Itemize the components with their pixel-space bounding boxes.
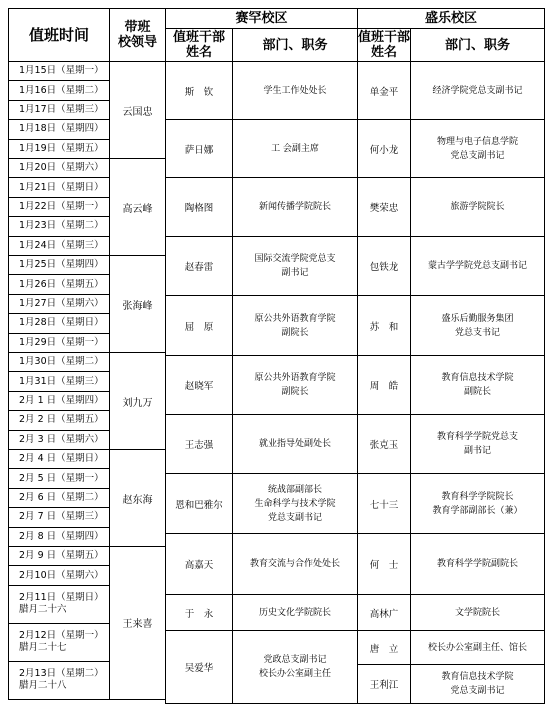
- saihan-cadre-name: 屈 原: [165, 295, 233, 356]
- dept-line: 蒙古学学院党总支副书记: [427, 261, 527, 271]
- date-row: [8, 449, 110, 469]
- saihan-cadre-name: 赵春雷: [165, 236, 233, 296]
- date-text: 腊月二十七: [19, 642, 67, 654]
- saihan-cadre-dept: [232, 119, 358, 178]
- date-text: 2月 6 日（星期二）: [19, 491, 104, 503]
- dept-line: 党总支副书记: [267, 512, 322, 523]
- date-text: 1月30日（星期二）: [19, 356, 104, 368]
- saihan-cadre-dept: [232, 594, 358, 631]
- date-row: [8, 274, 110, 294]
- header-cadre-name-line: 姓名: [370, 45, 397, 60]
- leader-cell: 赵东海: [109, 449, 166, 547]
- dept-line: 生命科学与技术学院: [254, 498, 336, 509]
- dept-line: 学生工作处处长: [263, 85, 327, 96]
- shengle-cadre-name: 七十三: [357, 473, 411, 534]
- dept-line: 原公共外语教育学院: [254, 373, 336, 383]
- dept-line: 教育信息技术学院: [441, 672, 514, 682]
- shengle-cadre-name: 王利江: [357, 664, 411, 704]
- date-text: 1月31日（星期三）: [19, 375, 104, 387]
- date-text: 1月28日（星期日）: [19, 317, 104, 329]
- shengle-cadre-name: 张克玉: [357, 414, 411, 474]
- dept-line: 副院长: [463, 387, 491, 397]
- leader-cell: 高云峰: [109, 158, 166, 256]
- shengle-cadre-name: 苏 和: [357, 295, 411, 356]
- date-row: [8, 527, 110, 547]
- date-row: [8, 80, 110, 100]
- shengle-cadre-dept: [410, 119, 545, 178]
- header-duty-time: 值班时间: [8, 8, 110, 62]
- date-text: 1月26日（星期五）: [19, 278, 104, 290]
- date-row: [8, 430, 110, 450]
- leader-cell: 王来喜: [109, 546, 166, 700]
- date-text: 腊月二十六: [19, 604, 67, 616]
- leader-cell: 张海峰: [109, 255, 166, 353]
- date-text: 2月12日（星期一）: [19, 630, 104, 642]
- date-row: [8, 177, 110, 197]
- dept-line: 教育交流与合作处处长: [249, 559, 340, 569]
- date-text: 2月 4 日（星期日）: [19, 453, 104, 465]
- dept-line: 副书记: [463, 446, 491, 456]
- saihan-cadre-name: 萨日娜: [165, 119, 233, 178]
- shengle-cadre-dept: [410, 295, 545, 356]
- header-leader-line: 校领导: [117, 35, 157, 50]
- dept-line: 文学院院长: [454, 607, 500, 618]
- shengle-cadre-name: 何 士: [357, 533, 411, 595]
- date-text: 2月13日（星期二）: [19, 668, 104, 680]
- date-text: 2月 8 日（星期四）: [19, 530, 104, 542]
- date-row: [8, 623, 110, 662]
- shengle-cadre-dept: [410, 177, 545, 237]
- date-text: 1月16日（星期二）: [19, 84, 104, 96]
- saihan-cadre-dept: [232, 533, 358, 595]
- header-dept-position-0: 部门、职务: [232, 28, 358, 62]
- dept-line: 就业指导处副处长: [258, 439, 331, 449]
- dept-line: 盛乐后勤服务集团: [441, 313, 514, 324]
- dept-line: 统战部副部长: [267, 484, 322, 495]
- date-text: 2月 7 日（星期三）: [19, 511, 104, 523]
- date-text: 1月21日（星期日）: [19, 181, 104, 193]
- date-text: 1月20日（星期六）: [19, 162, 104, 174]
- dept-line: 国际交流学院党总支: [254, 254, 336, 264]
- date-text: 1月22日（星期一）: [19, 200, 104, 212]
- date-row: [8, 507, 110, 527]
- header-cadre-name-line: 姓名: [185, 45, 212, 60]
- dept-line: 副院长: [281, 387, 309, 397]
- date-text: 1月29日（星期一）: [19, 336, 104, 348]
- header-cadre-name-line: 值班干部: [172, 30, 225, 45]
- header-cadre-name-line: 值班干部: [358, 30, 411, 45]
- dept-line: 经济学院党总支副书记: [432, 85, 523, 96]
- shengle-cadre-dept: [410, 664, 545, 704]
- saihan-cadre-name: 于 永: [165, 594, 233, 631]
- header-cadre-name-0: [165, 28, 233, 62]
- saihan-cadre-name: 赵晓军: [165, 355, 233, 415]
- dept-line: 党政总支副书记: [263, 655, 327, 665]
- date-row: [8, 294, 110, 314]
- dept-line: 教育科学学院副院长: [436, 559, 518, 569]
- dept-line: 党总支副书记: [450, 686, 505, 696]
- dept-line: 党总支副书记: [450, 150, 505, 161]
- saihan-cadre-dept: [232, 355, 358, 415]
- date-row: [8, 236, 110, 256]
- dept-line: 校长办公室副主任、馆长: [427, 642, 527, 653]
- date-row: [8, 61, 110, 81]
- header-campus-shengle: 盛乐校区: [357, 8, 545, 29]
- date-text: 2月 5 日（星期一）: [19, 472, 104, 484]
- dept-line: 物理与电子信息学院: [436, 136, 518, 147]
- date-row: [8, 352, 110, 372]
- saihan-cadre-dept: [232, 295, 358, 356]
- date-text: 1月23日（星期二）: [19, 220, 104, 232]
- dept-line: 历史文化学院院长: [258, 607, 331, 618]
- saihan-cadre-name: 高嘉天: [165, 533, 233, 595]
- shengle-cadre-dept: [410, 473, 545, 534]
- date-text: 2月 1 日（星期四）: [19, 394, 104, 406]
- date-row: [8, 585, 110, 624]
- date-row: [8, 661, 110, 700]
- dept-line: 教育科学学院院长: [441, 491, 514, 502]
- date-text: 1月18日（星期四）: [19, 123, 104, 135]
- saihan-cadre-name: 恩和巴雅尔: [165, 473, 233, 534]
- date-row: [8, 410, 110, 430]
- shengle-cadre-name: 高林广: [357, 594, 411, 631]
- shengle-cadre-dept: [410, 61, 545, 120]
- date-row: [8, 139, 110, 159]
- saihan-cadre-name: 王志强: [165, 414, 233, 474]
- saihan-cadre-dept: [232, 61, 358, 120]
- date-text: 2月 9 日（星期五）: [19, 550, 104, 562]
- header-cadre-name-1: [357, 28, 411, 62]
- dept-line: 工 会副主席: [271, 143, 319, 154]
- date-text: 2月 3 日（星期六）: [19, 433, 104, 445]
- header-leader-line: 带班: [124, 20, 151, 35]
- date-row: [8, 391, 110, 411]
- date-row: [8, 100, 110, 120]
- shengle-cadre-name: 包铁龙: [357, 236, 411, 296]
- shengle-cadre-name: 唐 立: [357, 630, 411, 665]
- date-text: 1月25日（星期四）: [19, 259, 104, 271]
- header-leader: [109, 8, 166, 62]
- date-text: 2月 2 日（星期五）: [19, 414, 104, 426]
- saihan-cadre-name: 陶格图: [165, 177, 233, 237]
- leader-cell: 云国忠: [109, 61, 166, 159]
- dept-line: 教育学部副部长（兼）: [432, 505, 523, 516]
- date-text: 1月15日（星期一）: [19, 65, 104, 77]
- shengle-cadre-dept: [410, 533, 545, 595]
- date-text: 1月27日（星期六）: [19, 297, 104, 309]
- date-row: [8, 255, 110, 275]
- dept-line: 教育信息技术学院: [441, 373, 514, 383]
- date-row: [8, 333, 110, 353]
- dept-line: 副院长: [281, 327, 309, 338]
- shengle-cadre-dept: [410, 355, 545, 415]
- header-dept-position-1: 部门、职务: [410, 28, 545, 62]
- shengle-cadre-dept: [410, 236, 545, 296]
- shengle-cadre-name: 樊荣忠: [357, 177, 411, 237]
- dept-line: 副书记: [281, 268, 309, 278]
- date-row: [8, 158, 110, 178]
- saihan-cadre-dept: [232, 630, 358, 704]
- shengle-cadre-name: 单金平: [357, 61, 411, 120]
- date-row: [8, 565, 110, 585]
- date-row: [8, 313, 110, 333]
- saihan-cadre-dept: [232, 177, 358, 237]
- date-text: 2月11日（星期日）: [19, 592, 104, 604]
- leader-cell: 刘九万: [109, 352, 166, 450]
- date-row: [8, 197, 110, 217]
- date-text: 1月24日（星期三）: [19, 239, 104, 251]
- date-row: [8, 216, 110, 236]
- date-text: 腊月二十八: [19, 680, 67, 692]
- date-row: [8, 468, 110, 488]
- dept-line: 原公共外语教育学院: [254, 313, 336, 324]
- shengle-cadre-dept: [410, 414, 545, 474]
- header-campus-saihan: 赛罕校区: [165, 8, 358, 29]
- shengle-cadre-name: 周 皓: [357, 355, 411, 415]
- saihan-cadre-name: 斯 钦: [165, 61, 233, 120]
- date-text: 1月17日（星期三）: [19, 103, 104, 115]
- shengle-cadre-dept: [410, 594, 545, 631]
- saihan-cadre-dept: [232, 236, 358, 296]
- date-row: [8, 546, 110, 566]
- dept-line: 新闻传播学院院长: [258, 202, 331, 212]
- saihan-cadre-dept: [232, 473, 358, 534]
- dept-line: 校长办公室副主任: [258, 669, 331, 679]
- date-row: [8, 119, 110, 139]
- date-row: [8, 371, 110, 391]
- date-text: 2月10日（星期六）: [19, 569, 104, 581]
- dept-line: 党总支书记: [454, 327, 500, 338]
- shengle-cadre-dept: [410, 630, 545, 665]
- dept-line: 教育科学学院党总支: [436, 432, 518, 442]
- date-text: 1月19日（星期五）: [19, 142, 104, 154]
- saihan-cadre-dept: [232, 414, 358, 474]
- shengle-cadre-name: 何小龙: [357, 119, 411, 178]
- saihan-cadre-name: 吴爱华: [165, 630, 233, 704]
- dept-line: 旅游学院院长: [450, 202, 505, 212]
- date-row: [8, 488, 110, 508]
